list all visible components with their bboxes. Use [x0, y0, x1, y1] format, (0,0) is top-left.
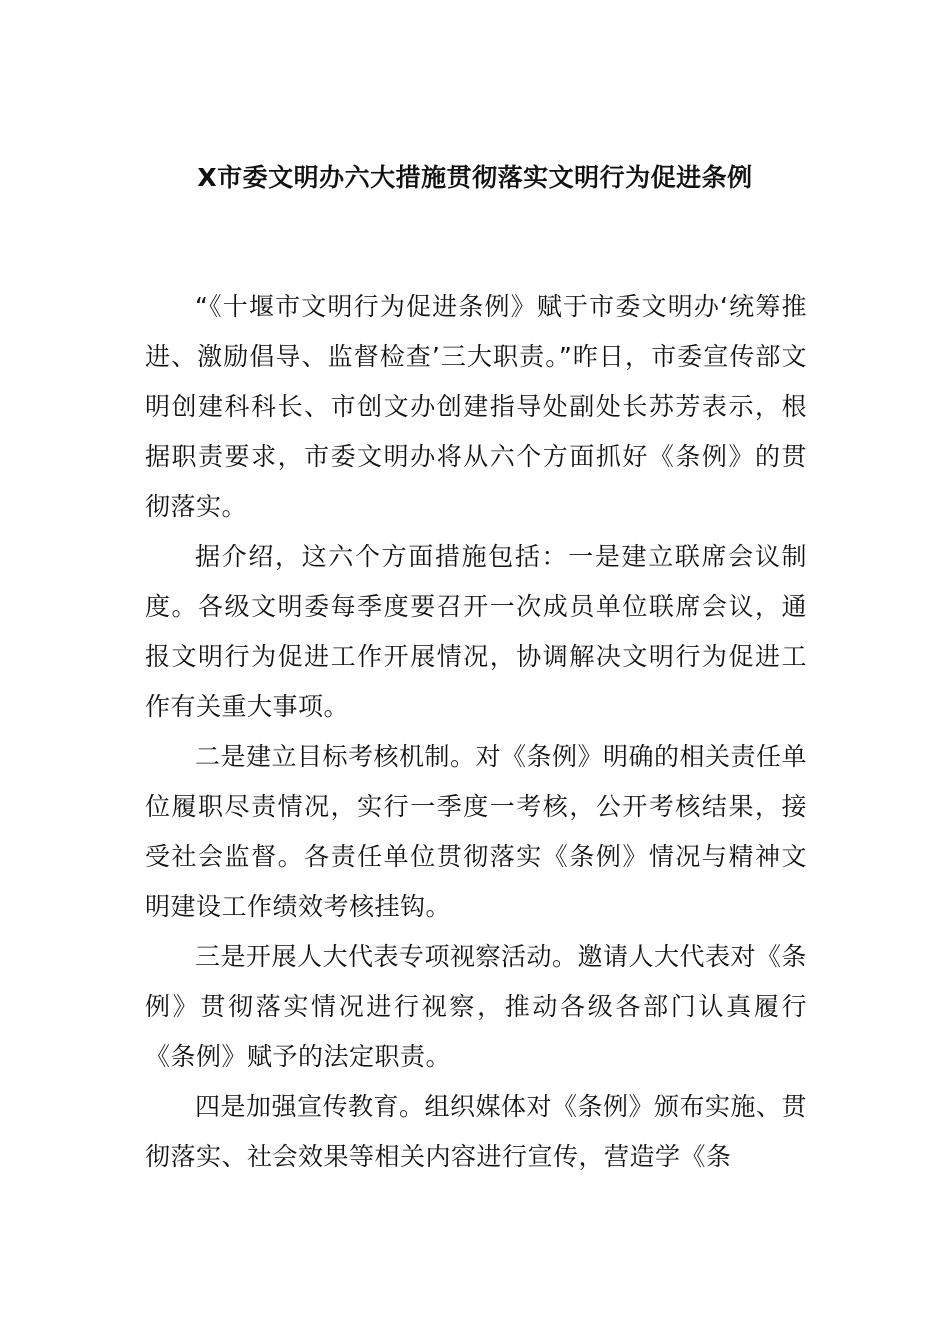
- paragraph: 据介绍，这六个方面措施包括：一是建立联席会议制度。各级文明委每季度要召开一次成员单位联席会议，通报文明行为促进工作开展情况，协调解决文明行为促进工作有关重大事项。: [145, 542, 807, 721]
- paragraph: “《十堰市文明行为促进条例》赋于市委文明办‘统筹推进、激励倡导、监督检查’三大职责。”昨日，市委宣传部文明创建科科长、市创文办创建指导处副处长苏芳表示，根据职责要求，市委文明办将从六个方面抓好《条例》的贯彻落实。: [145, 292, 807, 521]
- document-title: X市委文明办六大措施贯彻落实文明行为促进条例: [197, 163, 753, 192]
- document-body: [145, 282, 807, 1182]
- paragraph: 二是建立目标考核机制。对《条例》明确的相关责任单位履职尽责情况，实行一季度一考核，公开考核结果，接受社会监督。各责任单位贯彻落实《条例》情况与精神文明建设工作绩效考核挂钩。: [145, 742, 808, 921]
- paragraph: 四是加强宣传教育。组织媒体对《条例》颁布实施、贯彻落实、社会效果等相关内容进行宣传，营造学《条: [145, 1092, 808, 1171]
- paragraph: 三是开展人大代表专项视察活动。邀请人大代表对《条例》贯彻落实情况进行视察，推动各级各部门认真履行《条例》赋予的法定职责。: [145, 942, 808, 1071]
